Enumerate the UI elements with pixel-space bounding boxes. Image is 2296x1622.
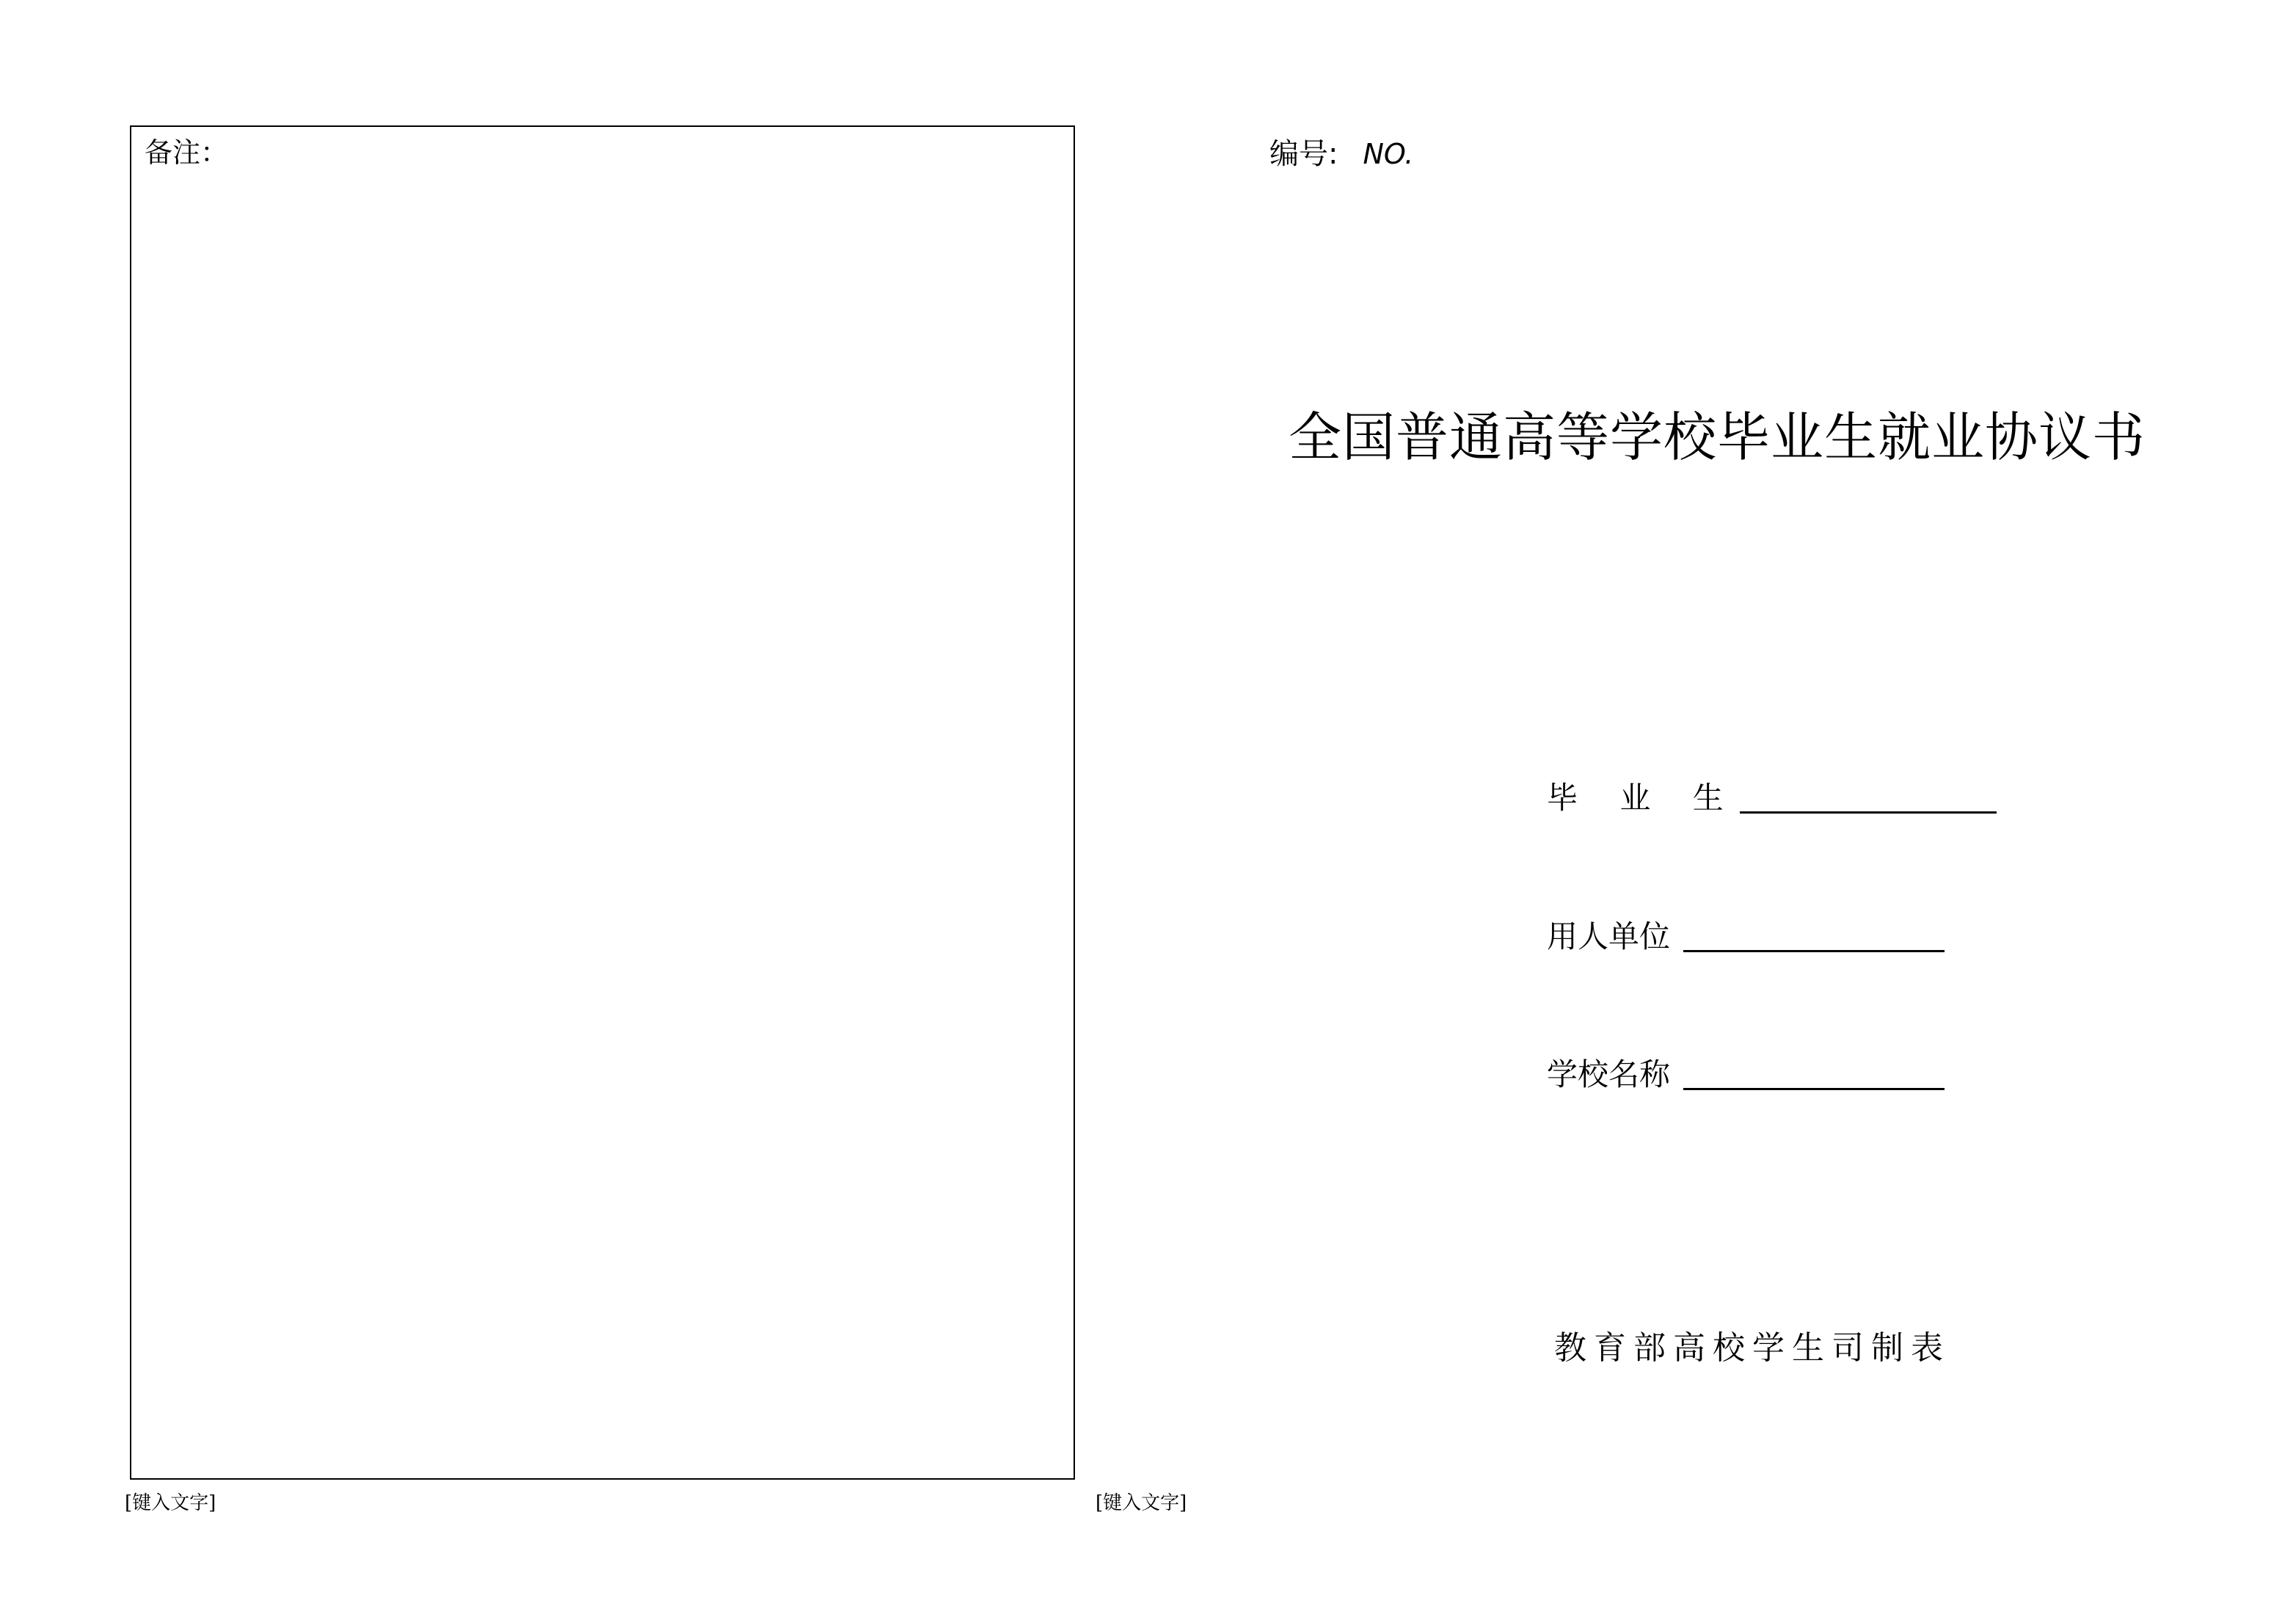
remarks-box <box>130 125 1075 1480</box>
remarks-label: 备注： <box>145 136 229 169</box>
left-footer-placeholder[interactable]: [键入文字] <box>125 1492 216 1514</box>
graduate-input-line[interactable] <box>1740 782 1997 814</box>
school-input-line[interactable] <box>1683 1059 1945 1090</box>
employer-label: 用人单位 <box>1547 918 1671 954</box>
employer-input-line[interactable] <box>1683 921 1945 952</box>
graduate-label: 毕 业 生 <box>1547 780 1740 816</box>
graduate-field <box>1547 782 1997 814</box>
school-field <box>1547 1056 1945 1092</box>
serial-number-row <box>1269 139 1413 169</box>
school-label: 学校名称 <box>1547 1056 1671 1092</box>
serial-no: NO. <box>1363 138 1414 170</box>
center-footer-placeholder[interactable]: [键入文字] <box>1096 1492 1187 1514</box>
serial-label: 编号: <box>1269 137 1338 171</box>
employer-field <box>1547 918 1945 954</box>
issuer-text: 教育部高校学生司制表 <box>1554 1329 1950 1367</box>
document-title: 全国普通高等学校毕业生就业协议书 <box>1289 406 2146 468</box>
